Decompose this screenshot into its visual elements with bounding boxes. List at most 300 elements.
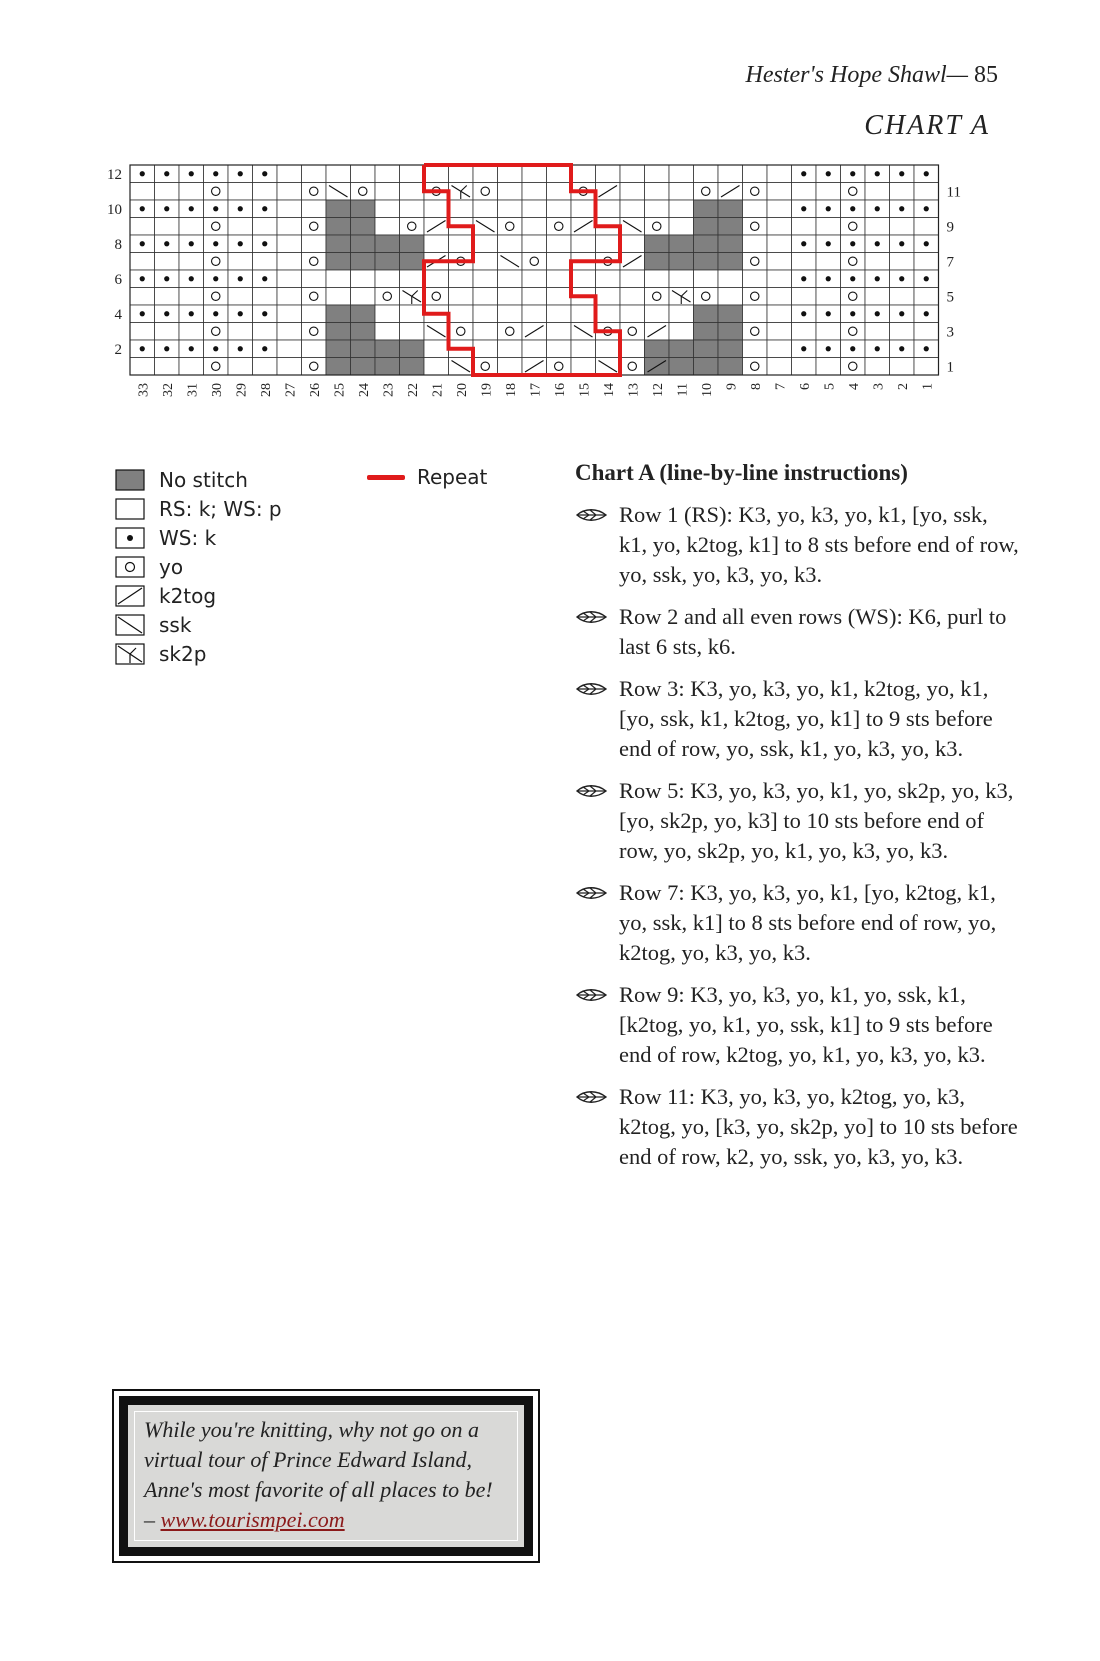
knit-dot-mark bbox=[826, 206, 831, 211]
repeat-label: Repeat bbox=[417, 465, 488, 489]
chart-cell bbox=[792, 218, 817, 236]
knit-dot-mark bbox=[826, 276, 831, 281]
chart-cell bbox=[449, 323, 474, 341]
chart-cell bbox=[767, 270, 792, 288]
column-label: 8 bbox=[748, 383, 764, 390]
chart-cell bbox=[596, 235, 621, 253]
row-label-right: 5 bbox=[946, 289, 954, 306]
chart-cell bbox=[204, 253, 229, 271]
knit-dot-mark bbox=[924, 311, 929, 316]
feather-bullet-icon bbox=[575, 680, 607, 698]
chart-cell bbox=[816, 358, 841, 376]
instruction-text: Row 3: K3, yo, k3, yo, k1, k2tog, yo, k1, [yo, ssk, k1, k2tog, yo, k1] to 9 sts before end of row, yo, ssk, k1, yo, k3, yo, k3. bbox=[619, 676, 993, 761]
column-label: 23 bbox=[381, 383, 397, 397]
knit-dot-mark bbox=[238, 241, 243, 246]
chart-cell bbox=[694, 288, 719, 306]
chart-cell bbox=[277, 305, 302, 323]
instruction-row bbox=[575, 878, 1020, 968]
knit-dot-mark bbox=[262, 346, 267, 351]
chart-cell bbox=[620, 305, 645, 323]
chart-cell bbox=[130, 323, 155, 341]
chart-cell bbox=[449, 235, 474, 253]
chart-cell bbox=[498, 165, 523, 183]
chart-cell bbox=[890, 253, 915, 271]
chart-cell bbox=[645, 305, 670, 323]
knit-dot-mark bbox=[875, 241, 880, 246]
chart-cell bbox=[204, 218, 229, 236]
chart-cell bbox=[547, 323, 572, 341]
chart-cell bbox=[694, 270, 719, 288]
column-label: 22 bbox=[405, 383, 421, 397]
chart-cell bbox=[767, 323, 792, 341]
feather-bullet-icon bbox=[575, 884, 607, 902]
row-label-left: 8 bbox=[114, 236, 122, 253]
chart-title: CHART A bbox=[864, 110, 990, 141]
chart-cell bbox=[473, 165, 498, 183]
ssk-icon bbox=[115, 614, 145, 636]
chart-cell bbox=[743, 270, 768, 288]
chart-cell bbox=[130, 288, 155, 306]
knit-dot-mark bbox=[262, 276, 267, 281]
chart-cell bbox=[718, 200, 743, 218]
chart-cell bbox=[228, 323, 253, 341]
chart-cell bbox=[645, 165, 670, 183]
chart-cell bbox=[400, 218, 425, 236]
knit-dot-mark bbox=[826, 241, 831, 246]
chart-cell bbox=[228, 218, 253, 236]
chart-cell bbox=[743, 218, 768, 236]
knit-dot-mark bbox=[875, 346, 880, 351]
column-label: 15 bbox=[577, 383, 593, 397]
legend-item-ssk bbox=[115, 610, 282, 639]
chart-cell bbox=[155, 358, 180, 376]
chart-cell bbox=[351, 323, 376, 341]
chart-cell bbox=[620, 200, 645, 218]
legend-label: ssk bbox=[159, 612, 192, 637]
knit-dot-mark bbox=[924, 206, 929, 211]
chart-cell bbox=[228, 358, 253, 376]
chart-cell bbox=[669, 358, 694, 376]
chart-cell bbox=[547, 305, 572, 323]
chart-cell bbox=[375, 340, 400, 358]
knit-dot-mark bbox=[262, 311, 267, 316]
chart-cell bbox=[620, 340, 645, 358]
row-label-right: 9 bbox=[946, 219, 954, 236]
legend-item-no-stitch bbox=[115, 465, 282, 494]
feather-bullet-icon bbox=[575, 782, 607, 800]
chart-cell bbox=[155, 288, 180, 306]
chart-cell bbox=[865, 183, 890, 201]
chart-cell bbox=[400, 253, 425, 271]
knit-dot-mark bbox=[140, 171, 145, 176]
row-label-right: 7 bbox=[946, 254, 954, 271]
chart-cell bbox=[547, 288, 572, 306]
knit-dot-mark bbox=[850, 311, 855, 316]
legend-item-yo bbox=[115, 552, 282, 581]
instruction-row bbox=[575, 1082, 1020, 1172]
knit-dot-mark bbox=[140, 206, 145, 211]
chart-cell bbox=[326, 358, 351, 376]
chart-cell bbox=[302, 218, 327, 236]
chart-cell bbox=[302, 340, 327, 358]
chart-cell bbox=[669, 218, 694, 236]
chart-cell bbox=[400, 340, 425, 358]
chart-cell bbox=[743, 340, 768, 358]
chart-cell bbox=[473, 323, 498, 341]
chart-cell bbox=[767, 218, 792, 236]
knit-dot-mark bbox=[189, 171, 194, 176]
knit-dot-mark bbox=[899, 171, 904, 176]
chart-cell bbox=[351, 218, 376, 236]
chart-cell bbox=[914, 323, 939, 341]
chart-cell bbox=[743, 305, 768, 323]
chart-cell bbox=[645, 235, 670, 253]
column-label: 19 bbox=[479, 383, 495, 397]
chart-cell bbox=[351, 183, 376, 201]
chart-cell bbox=[792, 358, 817, 376]
sk2p-icon bbox=[115, 643, 145, 665]
instructions bbox=[575, 458, 1020, 1184]
column-label: 5 bbox=[822, 383, 838, 390]
chart-cell bbox=[718, 235, 743, 253]
chart-cell bbox=[302, 305, 327, 323]
chart-cell bbox=[816, 218, 841, 236]
chart-cell bbox=[718, 218, 743, 236]
knit-dot-mark bbox=[262, 171, 267, 176]
instruction-text: Row 1 (RS): K3, yo, k3, yo, k1, [yo, ssk, k1, yo, k2tog, k1] to 8 sts before end of row, yo, ssk, yo, k3, yo, k3. bbox=[619, 502, 1019, 587]
chart-cell bbox=[375, 358, 400, 376]
chart-cell bbox=[571, 358, 596, 376]
column-label: 18 bbox=[503, 383, 519, 397]
chart-cell bbox=[253, 253, 278, 271]
chart-cell bbox=[743, 288, 768, 306]
legend-item-sk2p bbox=[115, 639, 282, 668]
chart-cell bbox=[473, 305, 498, 323]
chart-cell bbox=[816, 183, 841, 201]
chart-cell bbox=[669, 183, 694, 201]
column-label: 13 bbox=[626, 383, 642, 397]
chart-cell bbox=[718, 305, 743, 323]
chart-cell bbox=[351, 358, 376, 376]
chart-cell bbox=[204, 183, 229, 201]
column-label: 2 bbox=[895, 383, 911, 390]
knit-dot-mark bbox=[850, 206, 855, 211]
chart-cell bbox=[547, 253, 572, 271]
knitting-chart bbox=[0, 0, 1100, 410]
tourism-link[interactable]: www.tourismpei.com bbox=[160, 1507, 345, 1532]
chart-cell bbox=[179, 323, 204, 341]
knit-dot-mark bbox=[262, 206, 267, 211]
k2tog-icon bbox=[115, 585, 145, 607]
chart-cell bbox=[669, 235, 694, 253]
chart-cell bbox=[302, 200, 327, 218]
chart-cell bbox=[473, 200, 498, 218]
chart-cell bbox=[302, 270, 327, 288]
chart-cell bbox=[841, 183, 866, 201]
knit-dot-mark bbox=[899, 311, 904, 316]
knit-dot-mark bbox=[189, 241, 194, 246]
knit-dot-mark bbox=[924, 346, 929, 351]
chart-cell bbox=[522, 270, 547, 288]
chart-cell bbox=[498, 218, 523, 236]
chart-cell bbox=[179, 183, 204, 201]
knit-dot-mark bbox=[164, 171, 169, 176]
chart-cell bbox=[351, 165, 376, 183]
circle-icon bbox=[115, 556, 145, 578]
chart-cell bbox=[277, 340, 302, 358]
chart-cell bbox=[547, 358, 572, 376]
chart-cell bbox=[743, 253, 768, 271]
knit-dot-mark bbox=[875, 206, 880, 211]
chart-cell bbox=[694, 183, 719, 201]
column-label: 33 bbox=[136, 383, 152, 397]
chart-cell bbox=[400, 358, 425, 376]
column-label: 28 bbox=[258, 383, 274, 397]
chart-legend bbox=[115, 465, 282, 668]
chart-cell bbox=[302, 323, 327, 341]
knit-dot-mark bbox=[164, 346, 169, 351]
chart-cell bbox=[326, 270, 351, 288]
chart-cell bbox=[277, 235, 302, 253]
chart-cell bbox=[718, 323, 743, 341]
chart-cell bbox=[253, 183, 278, 201]
knit-dot-mark bbox=[238, 206, 243, 211]
chart-cell bbox=[547, 270, 572, 288]
chart-cell bbox=[547, 200, 572, 218]
chart-cell bbox=[155, 323, 180, 341]
chart-cell bbox=[424, 340, 449, 358]
chart-cell bbox=[522, 200, 547, 218]
instruction-row bbox=[575, 674, 1020, 764]
chart-cell bbox=[816, 323, 841, 341]
chart-cell bbox=[841, 218, 866, 236]
chart-cell bbox=[694, 340, 719, 358]
column-label: 11 bbox=[675, 383, 691, 397]
chart-cell bbox=[571, 270, 596, 288]
column-label: 30 bbox=[209, 383, 225, 397]
chart-cell bbox=[351, 200, 376, 218]
chart-cell bbox=[130, 183, 155, 201]
chart-cell bbox=[890, 183, 915, 201]
chart-cell bbox=[743, 183, 768, 201]
chart-cell bbox=[620, 288, 645, 306]
chart-cell bbox=[375, 323, 400, 341]
chart-cell bbox=[767, 165, 792, 183]
chart-cell bbox=[424, 165, 449, 183]
chart-cell bbox=[449, 270, 474, 288]
chart-cell bbox=[302, 253, 327, 271]
chart-cell bbox=[571, 340, 596, 358]
chart-cell bbox=[645, 340, 670, 358]
knit-dot-mark bbox=[801, 311, 806, 316]
chart-cell bbox=[645, 183, 670, 201]
knit-dot-mark bbox=[924, 276, 929, 281]
header-separator: — bbox=[946, 62, 968, 88]
chart-cell bbox=[669, 323, 694, 341]
chart-cell bbox=[669, 253, 694, 271]
chart-cell bbox=[596, 305, 621, 323]
chart-cell bbox=[130, 218, 155, 236]
feather-bullet-icon bbox=[575, 1088, 607, 1106]
chart-cell bbox=[375, 305, 400, 323]
chart-cell bbox=[645, 288, 670, 306]
chart-cell bbox=[351, 340, 376, 358]
chart-cell bbox=[375, 183, 400, 201]
knit-dot-mark bbox=[899, 346, 904, 351]
chart-cell bbox=[424, 200, 449, 218]
knit-dot-mark bbox=[164, 311, 169, 316]
chart-cell bbox=[449, 200, 474, 218]
knit-dot-mark bbox=[826, 311, 831, 316]
chart-cell bbox=[326, 253, 351, 271]
chart-cell bbox=[326, 340, 351, 358]
chart-cell bbox=[522, 235, 547, 253]
knit-dot-mark bbox=[213, 276, 218, 281]
chart-cell bbox=[547, 218, 572, 236]
chart-cell bbox=[718, 288, 743, 306]
knit-dot-mark bbox=[850, 346, 855, 351]
chart-cell bbox=[155, 253, 180, 271]
knit-dot-mark bbox=[238, 171, 243, 176]
chart-cell bbox=[424, 270, 449, 288]
chart-cell bbox=[743, 200, 768, 218]
chart-cell bbox=[326, 165, 351, 183]
knit-dot-mark bbox=[189, 276, 194, 281]
legend-item-ws-k bbox=[115, 523, 282, 552]
chart-cell bbox=[228, 288, 253, 306]
chart-cell bbox=[743, 235, 768, 253]
chart-cell bbox=[400, 323, 425, 341]
chart-cell bbox=[620, 235, 645, 253]
chart-cell bbox=[179, 288, 204, 306]
repeat-line-icon bbox=[367, 475, 405, 480]
chart-cell bbox=[498, 200, 523, 218]
knit-dot-mark bbox=[801, 206, 806, 211]
chart-cell bbox=[718, 358, 743, 376]
chart-cell bbox=[914, 358, 939, 376]
knit-dot-mark bbox=[850, 276, 855, 281]
knit-dot-mark bbox=[238, 276, 243, 281]
knit-dot-mark bbox=[924, 171, 929, 176]
column-label: 16 bbox=[552, 383, 568, 397]
instruction-text: Row 9: K3, yo, k3, yo, k1, yo, ssk, k1, [k2tog, yo, k1, yo, ssk, k1] to 9 sts before end of row, k2tog, yo, k1, yo, k3, yo, k3. bbox=[619, 982, 993, 1067]
chart-cell bbox=[400, 305, 425, 323]
chart-cell bbox=[841, 253, 866, 271]
chart-cell bbox=[620, 270, 645, 288]
chart-cell bbox=[522, 253, 547, 271]
knit-dot-mark bbox=[899, 276, 904, 281]
chart-cell bbox=[326, 305, 351, 323]
chart-cell bbox=[694, 323, 719, 341]
chart-cell bbox=[204, 323, 229, 341]
chart-cell bbox=[743, 323, 768, 341]
chart-cell bbox=[277, 358, 302, 376]
instruction-row bbox=[575, 602, 1020, 662]
chart-cell bbox=[130, 358, 155, 376]
feather-bullet-icon bbox=[575, 986, 607, 1004]
chart-cell bbox=[302, 165, 327, 183]
legend-item-repeat bbox=[367, 465, 487, 489]
chart-cell bbox=[400, 183, 425, 201]
knit-dot-mark bbox=[801, 171, 806, 176]
instruction-text: Row 2 and all even rows (WS): K6, purl to last 6 sts, k6. bbox=[619, 604, 1007, 659]
knit-dot-mark bbox=[875, 276, 880, 281]
column-label: 10 bbox=[699, 383, 715, 397]
chart-cell bbox=[718, 165, 743, 183]
row-label-left: 4 bbox=[114, 306, 122, 323]
chart-cell bbox=[302, 183, 327, 201]
chart-cell bbox=[326, 288, 351, 306]
knit-dot-mark bbox=[238, 311, 243, 316]
chart-cell bbox=[694, 218, 719, 236]
blank-square-icon bbox=[115, 498, 145, 520]
knit-dot-mark bbox=[801, 241, 806, 246]
knit-dot-mark bbox=[875, 311, 880, 316]
knit-dot-mark bbox=[875, 171, 880, 176]
legend-label: WS: k bbox=[159, 525, 217, 550]
knit-dot-mark bbox=[801, 276, 806, 281]
chart-cell bbox=[890, 288, 915, 306]
instruction-row bbox=[575, 776, 1020, 866]
column-label: 4 bbox=[846, 383, 862, 390]
instruction-text: Row 11: K3, yo, k3, yo, k2tog, yo, k3, k2tog, yo, [k3, yo, sk2p, yo] to 10 sts before end of row, k2, yo, ssk, yo, k3, yo, k3. bbox=[619, 1084, 1018, 1169]
chart-cell bbox=[179, 218, 204, 236]
chart-cell bbox=[767, 358, 792, 376]
chart-cell bbox=[498, 183, 523, 201]
legend-label: k2tog bbox=[159, 583, 217, 608]
chart-cell bbox=[669, 165, 694, 183]
chart-cell bbox=[400, 270, 425, 288]
chart-cell bbox=[890, 323, 915, 341]
chart-cell bbox=[620, 323, 645, 341]
knit-dot-mark bbox=[262, 241, 267, 246]
row-label-left: 2 bbox=[114, 341, 122, 358]
knit-dot-mark bbox=[826, 346, 831, 351]
chart-cell bbox=[669, 270, 694, 288]
chart-cell bbox=[375, 218, 400, 236]
no-stitch-icon bbox=[115, 469, 145, 491]
instruction-text: Row 5: K3, yo, k3, yo, k1, yo, sk2p, yo, k3, [yo, sk2p, yo, k3] to 10 sts before end of row, yo, sk2p, yo, k1, yo, k3, yo, k3. bbox=[619, 778, 1014, 863]
knit-dot-mark bbox=[140, 311, 145, 316]
feather-bullet-icon bbox=[575, 608, 607, 626]
knit-dot-mark bbox=[213, 346, 218, 351]
chart-cell bbox=[718, 270, 743, 288]
column-label: 1 bbox=[920, 383, 936, 390]
chart-cell bbox=[473, 183, 498, 201]
chart-cell bbox=[718, 340, 743, 358]
legend-label: No stitch bbox=[159, 467, 248, 492]
chart-cell bbox=[375, 200, 400, 218]
row-label-right: 3 bbox=[946, 324, 954, 341]
chart-cell bbox=[816, 288, 841, 306]
chart-cell bbox=[302, 288, 327, 306]
row-label-left: 6 bbox=[114, 271, 122, 288]
chart-cell bbox=[890, 358, 915, 376]
chart-cell bbox=[253, 323, 278, 341]
chart-cell bbox=[522, 218, 547, 236]
chart-cell bbox=[571, 165, 596, 183]
knit-dot-mark bbox=[164, 206, 169, 211]
knit-dot-mark bbox=[850, 171, 855, 176]
chart-cell bbox=[522, 183, 547, 201]
chart-cell bbox=[767, 253, 792, 271]
chart-cell bbox=[473, 253, 498, 271]
instruction-row bbox=[575, 980, 1020, 1070]
chart-cell bbox=[767, 288, 792, 306]
chart-cell bbox=[865, 288, 890, 306]
knit-dot-mark bbox=[899, 206, 904, 211]
row-label-left: 10 bbox=[107, 201, 122, 218]
